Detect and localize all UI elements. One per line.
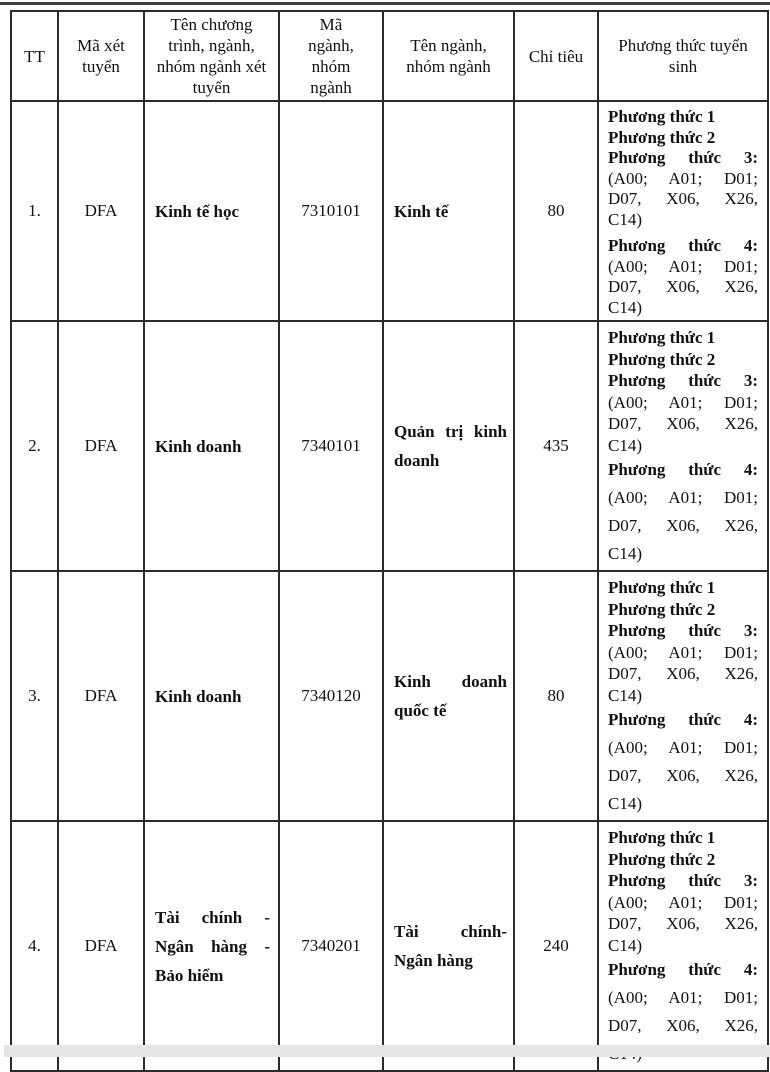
method-1: Phương thức 1 (608, 328, 716, 347)
method-3-codes: D07, X06, X26, (608, 414, 758, 433)
table-row (11, 101, 768, 321)
program-name-cell (144, 571, 279, 821)
program-name-line: Kinh doanh (155, 686, 242, 706)
method-3-label: Phương thức 3: (608, 621, 758, 640)
program-name-cell (144, 101, 279, 321)
quota-cell: 435 (514, 321, 598, 571)
method-4-label: Phương thức 4: (608, 236, 758, 255)
major-name-line: Kinh tế (394, 201, 449, 221)
method-3-codes: (A00; A01; D01; (608, 168, 758, 188)
method-3-label: Phương thức 3: (608, 371, 758, 390)
method-4-label: Phương thức 4: (608, 960, 758, 979)
method-4-codes: D07, X06, X26, (608, 766, 758, 785)
method-1: Phương thức 1 (608, 107, 716, 126)
method-3-codes: (A00; A01; D01; (608, 392, 758, 412)
table-row (11, 321, 768, 571)
major-name-line: quốc tế (394, 701, 447, 720)
method-3-codes: C14) (608, 685, 642, 705)
table-row (11, 571, 768, 821)
method-2: Phương thức 2 (608, 849, 716, 869)
admission-code-cell: DFA (58, 821, 144, 1071)
method-3-codes: D07, X06, X26, (608, 189, 758, 208)
method-4-codes: D07, X06, X26, (608, 277, 758, 296)
method-3-codes: (A00; A01; D01; (608, 892, 758, 912)
methods-cell (598, 101, 768, 321)
program-name-line: Bảo hiểm (155, 965, 224, 985)
methods-cell (598, 571, 768, 821)
header-program-name: Tên chương trình, ngành, nhóm ngành xét tuyển (144, 11, 279, 101)
tt-cell: 2. (11, 321, 58, 571)
major-name-line: doanh (394, 451, 440, 470)
method-3-codes: C14) (608, 209, 642, 229)
admission-code-cell: DFA (58, 321, 144, 571)
major-name-cell (383, 101, 514, 321)
header-tt: TT (11, 11, 58, 101)
major-name-line: Quản trị kinh (394, 422, 507, 441)
tt-cell: 1. (11, 101, 58, 321)
method-3-codes: (A00; A01; D01; (608, 642, 758, 662)
major-name-cell (383, 571, 514, 821)
method-3-label: Phương thức 3: (608, 148, 758, 167)
table-row (11, 821, 768, 1071)
major-name-line: Ngân hàng (394, 951, 473, 970)
method-3-codes: C14) (608, 435, 642, 455)
method-4-codes: C14) (608, 297, 642, 317)
method-4-codes: (A00; A01; D01; (608, 988, 758, 1007)
method-4-codes: C14) (608, 794, 642, 813)
admission-table (10, 10, 769, 1072)
program-name-line: Kinh doanh (155, 436, 242, 456)
tt-cell: 3. (11, 571, 58, 821)
method-4-codes: C14) (608, 544, 642, 563)
methods-cell (598, 821, 768, 1071)
method-4-codes: D07, X06, X26, (608, 1016, 758, 1035)
admission-code-cell: DFA (58, 101, 144, 321)
header-methods: Phương thức tuyển sinh (598, 11, 768, 101)
method-4-label: Phương thức 4: (608, 710, 758, 729)
major-name-line: Kinh doanh (394, 672, 507, 691)
header-admission-code: Mã xét tuyển (58, 11, 144, 101)
methods-cell (598, 321, 768, 571)
method-2: Phương thức 2 (608, 599, 716, 619)
major-code-cell: 7340120 (279, 571, 383, 821)
method-2: Phương thức 2 (608, 127, 716, 147)
major-name-line: Tài chính- (394, 922, 507, 941)
header-quota: Chỉ tiêu (514, 11, 598, 101)
program-name-line: Tài chính - (155, 907, 270, 927)
admission-code-cell: DFA (58, 571, 144, 821)
major-name-cell (383, 821, 514, 1071)
quota-cell: 240 (514, 821, 598, 1071)
page-top-rule (0, 2, 770, 5)
quota-cell: 80 (514, 571, 598, 821)
method-3-label: Phương thức 3: (608, 871, 758, 890)
header-major-name: Tên ngành, nhóm ngành (383, 11, 514, 101)
method-2: Phương thức 2 (608, 349, 716, 369)
tt-cell: 4. (11, 821, 58, 1071)
method-4-codes: (A00; A01; D01; (608, 488, 758, 507)
method-4-codes: (A00; A01; D01; (608, 256, 758, 276)
method-1: Phương thức 1 (608, 828, 716, 847)
program-name-line: Kinh tế học (155, 201, 240, 221)
method-4-label: Phương thức 4: (608, 460, 758, 479)
page-bottom-shadow (4, 1045, 770, 1057)
program-name-cell (144, 821, 279, 1071)
header-major-code: Mã ngành, nhóm ngành (279, 11, 383, 101)
method-4-codes: D07, X06, X26, (608, 516, 758, 535)
program-name-cell (144, 321, 279, 571)
method-3-codes: C14) (608, 935, 642, 955)
header-row (11, 11, 768, 101)
major-name-cell (383, 321, 514, 571)
program-name-line: Ngân hàng - (155, 936, 270, 956)
major-code-cell: 7340101 (279, 321, 383, 571)
major-code-cell: 7340201 (279, 821, 383, 1071)
method-1: Phương thức 1 (608, 578, 716, 597)
major-code-cell: 7310101 (279, 101, 383, 321)
method-3-codes: D07, X06, X26, (608, 914, 758, 933)
method-4-codes: (A00; A01; D01; (608, 738, 758, 757)
quota-cell: 80 (514, 101, 598, 321)
method-3-codes: D07, X06, X26, (608, 664, 758, 683)
